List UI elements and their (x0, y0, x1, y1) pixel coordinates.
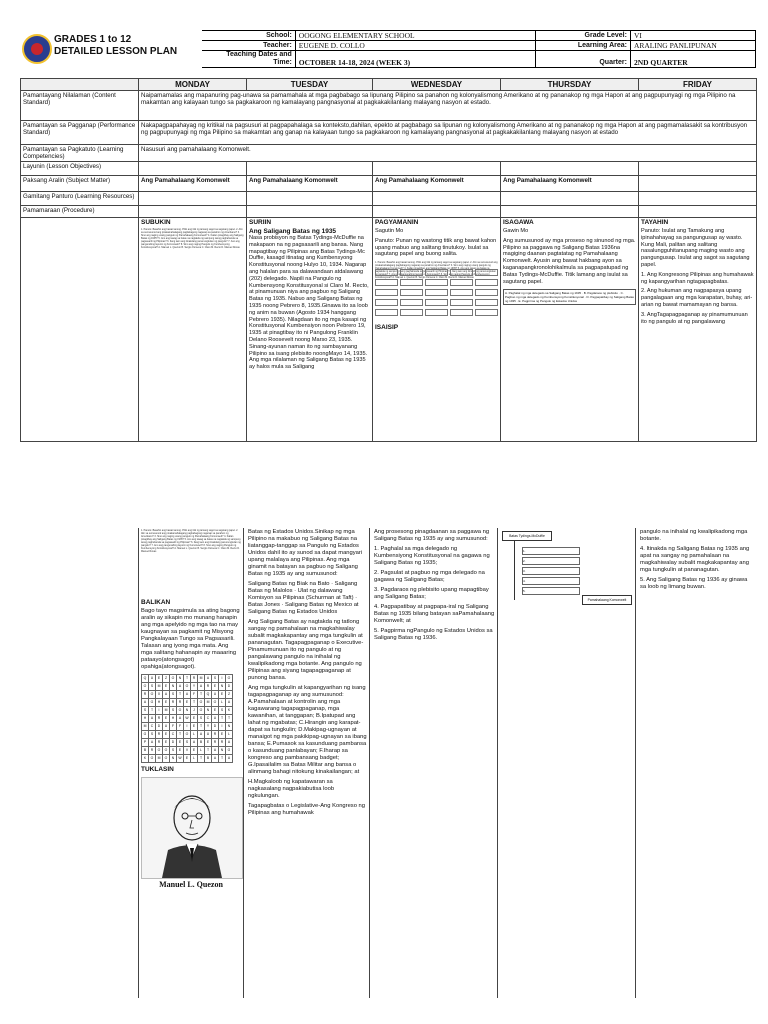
tayahin-item-3: 3. AngTagapagpaganap ay pinamumunuan ito ng pangulo at ng pangalawang (641, 311, 748, 325)
subject-wed: Ang Pamahalaang Komonwelt (373, 176, 501, 192)
friday-text-2: 4. Itinakda ng Saligang Batas ng 1935 ang apat na sangay ng pamahalaan na magkahiwalay subalit magkakapantay ang mga tungkulin at pananagutan. (640, 546, 750, 573)
fill-boxes-2 (375, 279, 498, 286)
tuesday-list: Saligang Batas ng Biak na Bato · Saligang Batas ng Malolos · Ulat ng dalawang Komisyon sa Pilipinas (Schurman at Taft) · Batas Jones · Saligang Batas ng Mexico at Saligang Batas ng Estados Unidos (248, 581, 359, 615)
pagyamanin-heading: PAGYAMANIN (375, 219, 419, 226)
grade-value: VI (630, 31, 755, 41)
page2-wednesday-column (372, 528, 498, 998)
diagram-step-3: 3. (522, 567, 580, 575)
subukin-continued: 1. Panuto: Basahin ang bawat tanong. Piliin ang titik ng tamang sagot sa sagutang papel. 2. Alin sa sumusunod ang pinakamahalagang pagbabagong naganap sa panahon ng Amerikano? 3. Sino ang naging unang pangulo ng Pamahalaang Komonwelt? 4. Kailan pinagtibay ang Saligang Batas ng 1935? 5. Ano ang tawag sa batas na nagtakda ng sampung taong paghahanda sa pagsasarili ng Pilipinas? 6. Ilang taon ang itinakdang panunungkulan ng pangulo? 7. Ano ang pangunahing layunin ng Komonwelt? 8. Sino ang naging Pangulo ng Kumbensyong Konstitusyonal? A. Manuel L. Quezon B. Sergio Osmena C. Claro M. Recto D. Manuel Roxas (141, 529, 241, 553)
wednesday-item-2: 2. Pagsulat at pagbuo ng mga delegado na gagawa ng Saligang Batas; (374, 570, 485, 583)
subject-tue: Ang Pamahalaang Komonwelt (247, 176, 373, 192)
competency-text: Nasusuri ang pamahalaang Komonwelt. (139, 145, 757, 162)
area-value: ARALING PANLIPUNAN (630, 41, 755, 51)
content-standard-text: Naipamamalas ang mapanuring pag-unawa sa pamamahala at mga pagbabago sa lipunang Pilipino sa panahon ng kolonyalismong Amerikano at ng pananakop ng mga Hapon at ang pagpupunyagi ng mga Pilipino na makamtan ang kalayaan tungo sa pagkakaroon ng kamalayang pangnasyonal at pagkakakilanlang malayang nasyon at estado. (139, 91, 757, 121)
tuesday-text-4: H.Magkaloob ng kapatawaran sa nagkasalang nagpakiabutisa loob ngkulungan. (248, 779, 335, 799)
tayahin-item-2: 2. Ang hukuman ang nagpapasya upang pangalagaan ang mga karapatan, buhay, ari-arian ng bawat mamamayan ng bansa. (641, 288, 753, 308)
tayahin-instructions: Panuto: Isulat ang Tamakung ang ipinahahayag sa pangungusap ay wasto. Kung Mali, palitan ang salitang nasalungguhitanupang maging wasto ang pangungusap. Isulat ang sagot sa sagutang papel. (641, 228, 750, 268)
teacher-label: Teacher: (202, 41, 295, 51)
tayahin-heading: TAYAHIN (641, 219, 669, 226)
sagutin-mo: Sagutin Mo (375, 228, 404, 234)
school-value: OOGONG ELEMENTARY SCHOOL (295, 31, 535, 41)
lesson-plan-page-1 (20, 30, 756, 462)
procedure-fri (639, 206, 757, 218)
balikan-heading: BALIKAN (141, 599, 171, 606)
page2-monday-column (138, 528, 244, 998)
page2-friday-column (638, 528, 756, 998)
area-label: Learning Area: (536, 41, 631, 51)
subukin-heading: SUBUKIN (141, 219, 171, 226)
diagram-step-1: 1. (522, 547, 580, 555)
diagram-step-5: 5. (522, 587, 580, 595)
resources-label: Gamitang Panturo (Learning Resources) (21, 192, 139, 206)
title-line-2: DETAILED LESSON PLAN (54, 46, 178, 57)
tayahin-cell (639, 218, 757, 442)
isagawa-steps-text: A. Paghalal ng mga delegado sa Saligang Batas ng 1935 · B. Pagdaraos ng plebisito · C. Pagbuo ng mga delegado ng Kumbensyong Konstitusyonal · D. Pagpapatibay ng Saligang Batas ng 1935 · E. Pagpirma ng Pangulo ng Estados Unidos (505, 291, 634, 304)
objectives-tue (247, 162, 373, 176)
pagyamanin-instructions: Panuto: Punan ng wastong titik ang bawat kahon upang mabuo ang salitang tinutukoy. Isulat sa sagutang papel ang buong salita. (375, 237, 497, 258)
day-tuesday: TUESDAY (247, 79, 373, 91)
wednesday-text-1: Ang prosesong pinagdaanan sa paggawa ng Saligang Batas ng 1935 ay ang sumusunod: (374, 529, 490, 542)
resources-fri (639, 192, 757, 206)
competency-label: Pamantayan sa Pagkatuto (Learning Competencies) (21, 145, 139, 162)
diagram-connector (514, 540, 515, 600)
pagyamanin-cell (373, 218, 501, 442)
lesson-plan-grid (20, 78, 757, 442)
saligang-batas-title: Ang Saligang Batas ng 1935 (249, 228, 337, 235)
isaisip-heading: ISAISIP (375, 324, 399, 332)
title-line-1: GRADES 1 to 12 (54, 34, 132, 45)
word-search-grid: Q U E Z O N T R M A S I O O S M E N A O Y A R E N D R O X A S T A F T Q U E Z A G H E R R E T O M O L A S T I M S O N J O N E S K H A R E H A W E S C U T T M C D U F F I E T Y D I N G S R E C T O L A U R E L P A R E D E S A B E R R A B R O O S E V E L T A N G K O M O N W E L T B A T A (141, 674, 233, 763)
gawin-mo: Gawin Mo (503, 228, 529, 234)
diagram-start-box: Batas Tydings-McDuffie (502, 531, 552, 541)
performance-standard-text: Nakapagpapahayag ng kritikal na pagsusuri at pagpapahalaga sa konteksto,dahilan, epekto at pagbabago sa lipunan ng kolonyalismong Amerikano at ng pananakop ng mga Hapon at ang pagmamalasakit sa kontribusyon ng pagpupunyagi ng mga Pilipino sa makamtan ang ganap na kalayaan tungo sa pagkakaroon ng kamalayang pangnasyonal at pagkakakilanlang malayang nasyon at estado (139, 121, 757, 145)
resources-tue (247, 192, 373, 206)
tuesday-text-5: Tagapagbatas o Legislative-Ang Kongreso ng Pilipinas ang humahawak (248, 803, 365, 816)
procedure-wed (373, 206, 501, 218)
subject-mon: Ang Pamahalaang Komonwelt (139, 176, 247, 192)
subukin-cell (139, 218, 247, 442)
school-label: School: (202, 31, 295, 41)
procedure-label: Pamamaraan (Procedure) (21, 206, 139, 218)
tuesday-text-1: Batas ng Estados Unidos.Sinikap ng mga Pilipino na makabuo ng Saligang Batas na liatanggap-tanggap sa Pangulo ng Estados Unidos dahil ito ay sunod sa dapat mangyari upang malalaya ang Pilipinas. Ang mga ginamit na batayan sa pagbuo ng Saligang Batas ng 1935 ay ang sumusunod: (248, 529, 363, 577)
isagawa-instructions: Ang sumusunod ay mga proseso ng sinunod ng mga. Pilipino sa paggawa ng Saligang Batas 1936na magiging daanan pagtatatag ng Pamahalaang Komonwelt. Ayusin ang bawat hakbang ayon sa kaganapangkronolohikalmula sa pagpapatupad ng Batas Tydings-McDuffie. Titik lamang ang isulat sa sagutang papel. (503, 237, 636, 285)
fill-boxes-4 (375, 299, 498, 306)
tuesday-text-3: Ang mga tungkulin at kapangyarihan ng isang tagapagpaganap ay ang sumusunod: A.Pamahalaan at kontrolin ang mga kagawarang tagapagpaganap, mga kawanihan, at tanggapan; B.Ipatupad ang lahat ng mgabatas; C.Hirangin ang karapat-dapat sa tungkulin; D.Makipag-ugnayan at manaigot ng mga pakikipag-ugnayan sa ibang bansa; E.Pumasok sa kasunduang pambansa o kasunduang panlabayan; F.Iharap sa kongreso ang pambansang badget; G.Ipasailalim sa Batas Militar ang bansa o alinmang bahagi nitokung kinakailangan; at (248, 685, 367, 775)
subject-fri (639, 176, 757, 192)
dates-value: OCTOBER 14-18, 2024 (WEEK 3) (295, 51, 535, 68)
wednesday-item-3: 3. Pagdaraos ng plebisito upang mapagtibay ang Saligang Batas; (374, 587, 489, 600)
isagawa-heading: ISAGAWA (503, 219, 534, 226)
performance-standard-label: Pamantayan sa Pagganap (Performance Standard) (21, 121, 139, 145)
portrait-caption: Manuel L. Quezon (159, 880, 223, 889)
procedure-mon (139, 206, 247, 218)
page2-tuesday-column (246, 528, 370, 998)
day-monday: MONDAY (139, 79, 247, 91)
objectives-thu (501, 162, 639, 176)
objectives-wed (373, 162, 501, 176)
resources-mon (139, 192, 247, 206)
balikan-text: Bago tayo magsimula sa ating bagong aralin ay sikapin mo munang hanapin ang mga apelyido ng mga tao na may kaugnayan sa pagkamit ng Misyong Pangkalayaan Tungo sa Pagsasarili. Talasan ang iyong mga mata. Ang mga salitang hahanapin ay maaaring pataayo(atongsagot) opahiga(atongsagot). (141, 608, 240, 670)
day-friday: FRIDAY (639, 79, 757, 91)
isagawa-steps-box (503, 289, 636, 305)
fill-boxes-5 (375, 309, 498, 316)
day-wednesday: WEDNESDAY (373, 79, 501, 91)
procedure-blank (21, 218, 139, 442)
resources-wed (373, 192, 501, 206)
diagram-step-4: 4. (522, 577, 580, 585)
dates-label: Teaching Dates and Time: (202, 51, 295, 68)
header (20, 30, 756, 74)
objectives-label: Layunin (Lesson Objectives) (21, 162, 139, 176)
fill-boxes-1 (375, 269, 498, 276)
diagram-end-box: Pamahalaang Komonwelt (582, 595, 632, 605)
subukin-quiz-text: 1. Panuto: Basahin ang bawat tanong. Piliin ang titik ng tamang sagot sa sagutang papel. 2. Alin sa sumusunod ang pinakamahalagang pagbabagong naganap sa panahon ng Amerikano? 3. Sino ang naging unang pangulo ng Pamahalaang Komonwelt? 4. Kailan pinagtibay ang Saligang Batas ng 1935? 5. Ano ang tawag sa batas na nagtakda ng sampung taong paghahanda sa pagsasarili ng Pilipinas? 6. Ilang taon ang itinakdang panunungkulan ng pangulo? 7. Ano ang pangunahing layunin ng Komonwelt? 8. Sino ang naging Pangulo ng Kumbensyong Konstitusyonal? A. Manuel L. Quezon B. Sergio Osmena C. Claro M. Recto D. Manuel Roxas (141, 228, 244, 249)
quarter-label: Quarter: (536, 51, 631, 68)
friday-text-3: 5. Ang Saligang Batas ng 1936 ay ginawa sa loob ng limang buwan. (640, 577, 748, 590)
fill-boxes-3 (375, 289, 498, 296)
suriin-cell (247, 218, 373, 442)
header-info-table (202, 30, 756, 68)
content-standard-label: Pamantayang Nilalaman (Content Standard) (21, 91, 139, 121)
lesson-plan-page-2 (20, 528, 756, 998)
fill-box-prompt-1: 1. Panuto: Basahin ang bawat tanong. Piliin ang titik ng tamang sagot sa sagutang papel. 2. Alin sa sumusunod ang pinakamahalagang pagbabagong naganap sa panahon ng Amerikano? 3. Sino ang naging unang pangulo ng Pamahalaang Komonwelt? 4. Kailan pinagtibay ang Saligang Batas ng 1935? 5. Ano ang tawag sa batas na nagtakda ng sampung taong paghahanda sa pagsasarili ng Pilipinas? 6. Ilang taon ang itinakdang panunungkulan ng pangulo? 7. Ano ang pangunahing layunin ng Komonwelt? 8. Sino ang naging Pangulo ng Kumbensyong Konstitusyonal? A. Manuel L. Quezon B. Sergio Osmena C. Claro M. Recto D. Manuel Roxas (375, 261, 498, 280)
document-title (54, 34, 177, 58)
subject-label: Paksang Aralin (Subject Matter) (21, 176, 139, 192)
quezon-portrait-icon (141, 777, 243, 879)
tuesday-text-2: Ang Saligang Batas ay nagtakda ng tatlong sangay ng pamahalaan na magkahiwalay subalit magkakapantay ang mga tungkulin at pananagutan. Tagapagpaganap o Executive-Pinamumunuan ito ng pangulo at ng pangalawang pangulo na inihalal ng kwalipikadong mga botante. Ang pangulo ng Pilipinas ang siyang tagapagpaganap at punong bansa. (248, 619, 364, 681)
teacher-value: EUGENE D. COLLO (295, 41, 535, 51)
isagawa-cell (501, 218, 639, 442)
wednesday-item-5: 5. Pagpirma ngPangulo ng Estados Unidos sa Saligang Batas ng 1936. (374, 628, 493, 641)
wednesday-item-1: 1. Paghalal sa mga delegado ng Kumbensiyong Konstitusyonal na gagawa ng Saligang Batas ng 1935; (374, 546, 490, 566)
procedure-thu (501, 206, 639, 218)
page2-thursday-column (500, 528, 636, 998)
wednesday-item-4: 4. Pagpapatibay at pagpapa-iral ng Saligang Batas ng 1935 bilang batayan saPamahalaang Komonwelt; at (374, 604, 495, 624)
diagram-step-2: 2. (522, 557, 580, 565)
tuklasin-heading: TUKLASIN (141, 766, 174, 773)
objectives-mon (139, 162, 247, 176)
day-thursday: THURSDAY (501, 79, 639, 91)
saligang-batas-text: Nasa probisyon ng Batas Tydings-McDuffie na makapaon na ng pagsasarili ang bansa. Nang mapagtibay ng Pilipinas ang Batas Tydings-Mc Duffie, kasagd itinatag ang Kumbensyong Konstitusyonal noong Hulyo 10, 1934. Nagarap ang halalan para sa dalawandaan atdalawang (202) delegado. Napili na Pangulo ng Kumbensyong Konstitusyonal si Claro M. Recto, at pinamunuan niya ang pagbuo ng Saligang Batas ng 1935. Nabuo ang Saligang Batas ng 1935 noong Pebrero 8, 1935.Ginawa ito sa loob ng anim na buwan (Agosto 1934 hanggang Pebrero 1935). Nilagdaan ito ng mga kasapi ng Konstitusyonal Kumbensiyon noon Pebrero 19, 1935 at pinagtibay ito ni Pangulong Franklin Delano Roosevelt noong Marso 23, 1935. Sinang-ayunan naman ito ng sambayanang Pilipino sa isang plebisito noongMayo 14, 1935. Ang mga nilalaman ng Saligang Batas ng 1935 ay halos mula sa Saligang (249, 235, 369, 371)
tayahin-item-1: 1. Ang Kongresong Pilipinas ang humahawak ng kapangyarihan ngtagapagbatas. (641, 271, 754, 285)
quarter-value: 2ND QUARTER (630, 51, 755, 68)
deped-seal-icon (22, 34, 52, 64)
procedure-tue (247, 206, 373, 218)
subject-thu: Ang Pamahalaang Komonwelt (501, 176, 639, 192)
friday-text-1: pangulo na inihalal ng kwalipikadong mga botante. (640, 529, 748, 542)
process-diagram (502, 531, 633, 631)
grade-label: Grade Level: (536, 31, 631, 41)
corner-cell (21, 79, 139, 91)
suriin-heading: SURIIN (249, 219, 272, 226)
objectives-fri (639, 162, 757, 176)
resources-thu (501, 192, 639, 206)
